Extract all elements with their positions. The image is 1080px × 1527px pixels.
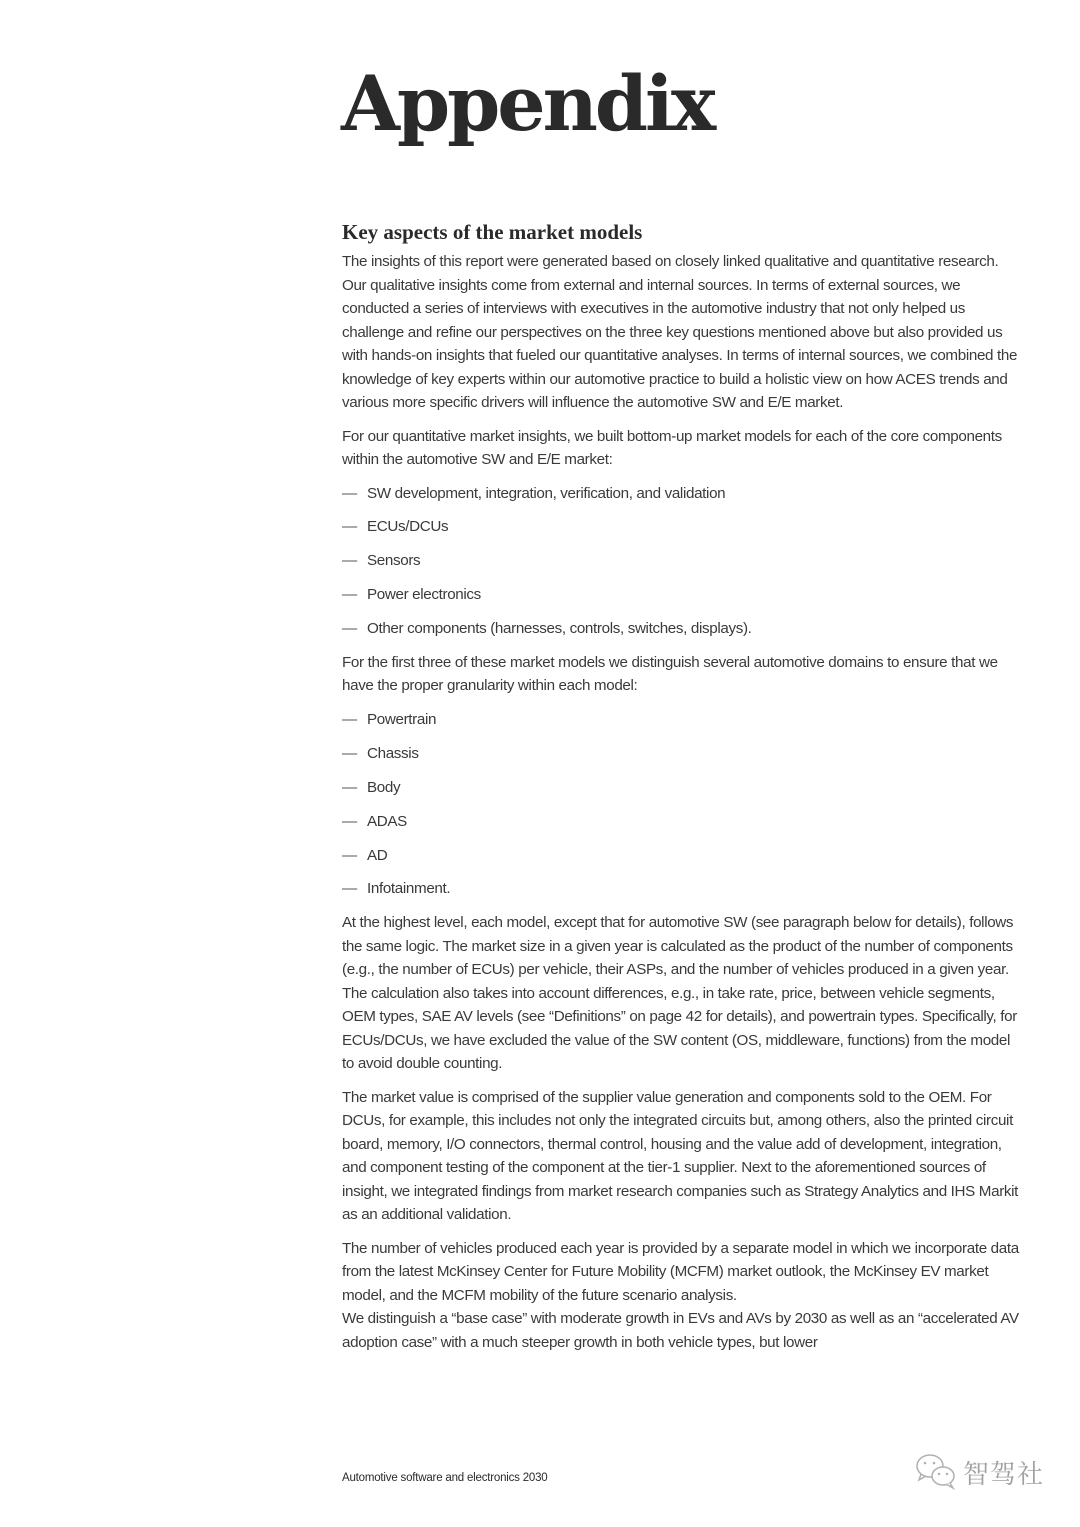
dash-bullet: — bbox=[342, 518, 357, 536]
paragraph-domains-intro: For the first three of these market models we distinguish several automotive domains to ensure that we have the proper granularity within each model: bbox=[342, 653, 998, 695]
dash-bullet: — bbox=[342, 880, 357, 898]
dash-bullet: — bbox=[342, 620, 357, 638]
list-item-text: Power electronics bbox=[367, 586, 481, 604]
list-item-text: SW development, integration, verification, and validation bbox=[367, 484, 726, 502]
paragraph-vehicle-production-part1: The number of vehicles produced each year is provided by a separate model in which we incorporate data from the latest McKinsey Center for Future Mobility (MCFM) market outlook, the McKinsey EV market model, and the MCFM mobility of the future scenario analysis. bbox=[342, 1239, 1019, 1304]
dash-bullet: — bbox=[342, 552, 357, 570]
paragraph-quantitative-models: For our quantitative market insights, we built bottom-up market models for each of the core components within the automotive SW and E/E market: bbox=[342, 427, 1002, 468]
paragraph-model-logic: At the highest level, each model, except that for automotive SW (see paragraph below for details), follows the same logic. The market size in a given year is calculated as the product of the number of components (e.g., the number of ECUs) per vehicle, their ASPs, and the number of vehicles produced in a given year. The calculation also takes into account differences, e.g., in take rate, price, between vehicle segments, OEM types, SAE AV levels (see “Definitions” on page 42 for details), and powertrain types. Specifically, for ECUs/DCUs, we have excluded the value of the SW content (OS, middleware, functions) from the model to avoid double counting. bbox=[342, 914, 1017, 1073]
section-heading: Key aspects of the market models bbox=[342, 220, 643, 244]
list-item bbox=[342, 810, 1022, 834]
list-item bbox=[342, 708, 1022, 732]
dash-bullet: — bbox=[342, 586, 357, 604]
list-item-text: Infotainment. bbox=[367, 880, 451, 898]
dash-bullet: — bbox=[342, 710, 357, 728]
list-item-text: Body bbox=[367, 778, 401, 796]
list-item-text: Chassis bbox=[367, 744, 419, 762]
list-item bbox=[342, 583, 1022, 607]
dash-bullet: — bbox=[342, 778, 357, 796]
list-item bbox=[342, 482, 1022, 506]
page-title: Appendix bbox=[341, 59, 714, 148]
dash-bullet: — bbox=[342, 744, 357, 762]
dash-bullet: — bbox=[342, 846, 357, 864]
footer-publication-title: Automotive software and electronics 2030 bbox=[342, 1472, 548, 1484]
list-item bbox=[342, 877, 1022, 901]
list-item-text: Sensors bbox=[367, 552, 421, 570]
list-item-text: Powertrain bbox=[367, 710, 437, 728]
paragraph-market-value: The market value is comprised of the supplier value generation and components sold to the OEM. For DCUs, for example, this includes not only the integrated circuits but, among others, also the printed circuit board, memory, I/O connectors, thermal control, housing and the value add of development, integration, and component testing of the component at the tier-1 supplier. Next to the aforementioned sources of insight, we integrated findings from market research companies such as Strategy Analytics and IHS Markit as an additional validation. bbox=[342, 1088, 1019, 1224]
list-item bbox=[342, 549, 1022, 573]
paragraph-vehicle-production bbox=[342, 1237, 1022, 1355]
list-item-text: AD bbox=[367, 846, 388, 864]
list-item bbox=[342, 844, 1022, 868]
dash-bullet: — bbox=[342, 812, 357, 830]
main-content bbox=[342, 218, 1022, 1354]
components-list bbox=[342, 482, 1022, 641]
wechat-icon bbox=[915, 1452, 959, 1492]
list-item-text: Other components (harnesses, controls, switches, displays). bbox=[367, 620, 752, 638]
paragraph-research-sources: The insights of this report were generated based on closely linked qualitative and quantitative research. Our qualitative insights come from external and internal sources. In terms of external sources, we conducted a series of interviews with executives in the automotive industry that not only helped us challenge and refine our perspectives on the three key questions mentioned above but also provided us with hands-on insights that fueled our quantitative analyses. In terms of internal sources, we combined the knowledge of key experts within our automotive practice to build a holistic view on how ACES trends and various more specific drivers will influence the automotive SW and E/E market. bbox=[342, 253, 1018, 411]
domains-list bbox=[342, 708, 1022, 901]
list-item-text: ECUs/DCUs bbox=[367, 518, 449, 536]
paragraph-vehicle-production-part2: We distinguish a “base case” with moderate growth in EVs and AVs by 2030 as well as an “accelerated AV adoption case” with a much steeper growth in both vehicle types, but lower bbox=[342, 1310, 1019, 1351]
list-item bbox=[342, 742, 1022, 766]
watermark bbox=[915, 1452, 1044, 1492]
list-item bbox=[342, 617, 1022, 641]
list-item bbox=[342, 515, 1022, 539]
list-item-text: ADAS bbox=[367, 812, 407, 830]
watermark-text: 智驾社 bbox=[963, 1459, 1045, 1490]
dash-bullet: — bbox=[342, 484, 357, 502]
list-item bbox=[342, 776, 1022, 800]
